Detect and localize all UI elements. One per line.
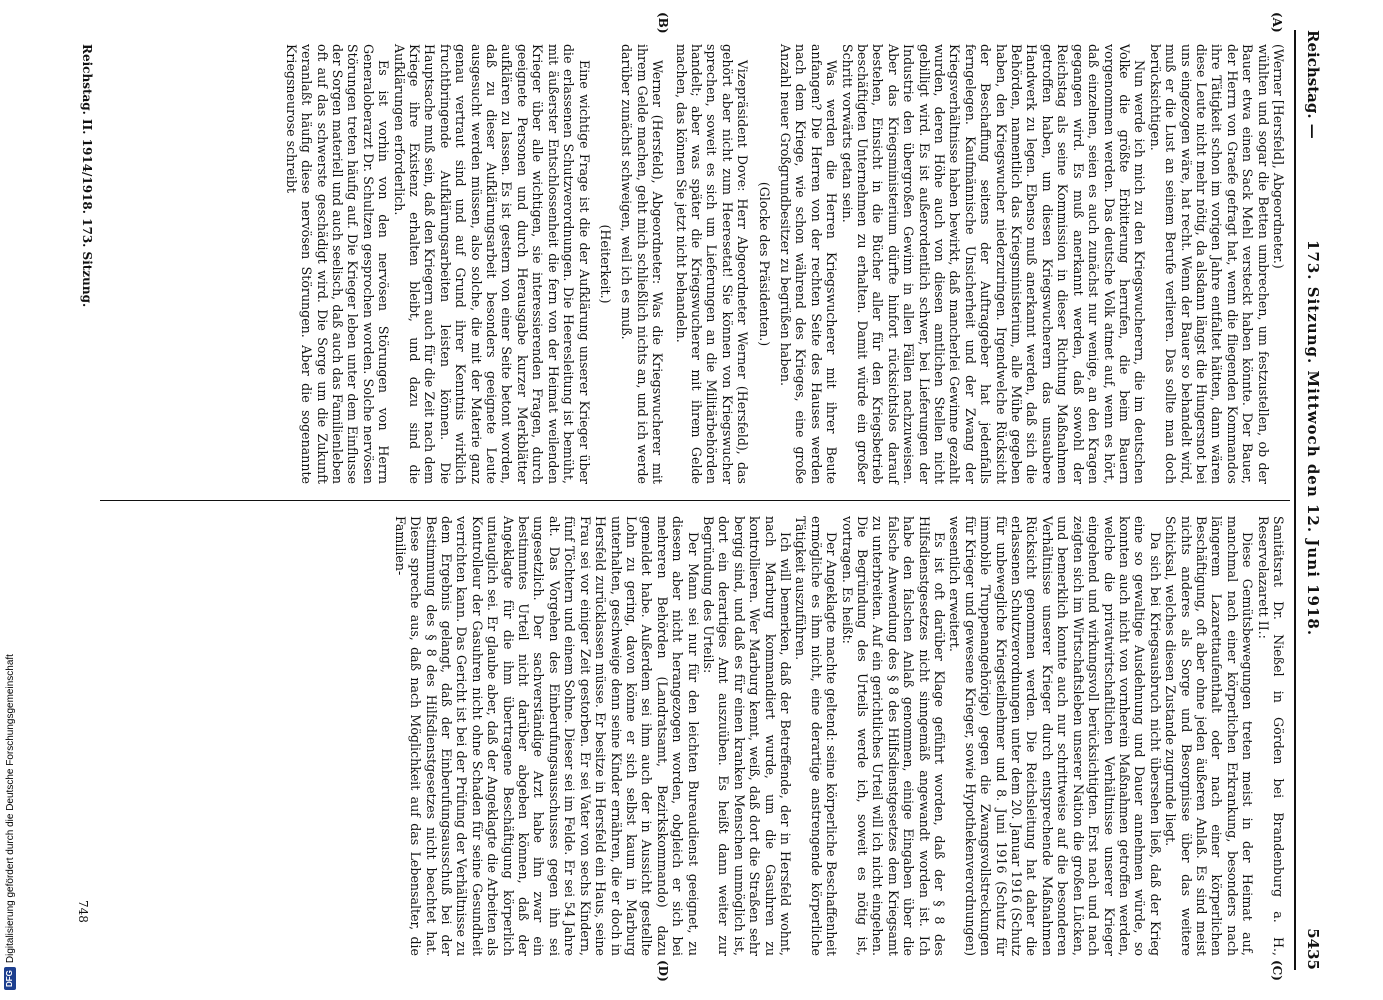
margin-mark-b: (B) <box>656 12 670 34</box>
left-paragraph: wühlten und sogar die Betten umbrechen, um festzustellen, ob der Bauer etwa einen Sack Mehl versteckt haben könnte. Der Bauer, der Herrn von Graefe gefragt hat, wenn die fliegenden Kommandos ihre Tätigkeit schon im vorigen Jahre entfaltet hätten, dann wären diese Leute nicht mehr nötig, da alsdann längst die Hungersnot bei uns eingezogen wäre, hat recht. Wenn der Bauer so behandelt wird, muß er die Lust an seinem Berufe verlieren. Das sollte man doch berücksichtigen. <box>1147 44 1271 484</box>
left-paragraph: Es ist vorhin von den nervösen Störungen von Herrn Generaloberarzt Dr. Schultzen gesprochen worden. Solche nervösen Störungen treten häufig auf. Die Krieger leben unter dem Einflusse der Sorgen materiell und auch seelisch, daß auch das Familienleben oft auf das schwerste geschädigt wird. Die Sorge um die Zukunft veranlaßt häufig diese nervösen Störungen. Aber die sogenannte Kriegsneurose schreibt <box>283 44 392 484</box>
footer-signature-number: 748 <box>76 900 90 923</box>
header-page-number: 5435 <box>1304 928 1322 970</box>
left-paragraph: Nun werde ich mich zu den Kriegswucherern, die im deutschen Volke die größte Erbitterung herrufen, die beim Bauern vorgenommen werden. Das deutsche Volk atmet auf, wenn es hört, daß einzelnen, seien es auch zunächst nur wenige, an den Kragen gegangen wird. Es muß anerkannt werden, daß sowohl der Reichstag als seine Kommission in dieser Richtung Maßnahmen getroffen haben, um diesen Kriegswucherern das unsaubere Handwerk zu legen. Ebenso muß anerkannt werden, daß sich die Behörden, namentlich das Kriegsministerium, alle Mühe gegeben haben, den Kriegswucher niederzuringen. Irgendwelche Rücksicht der Beschaffung seitens der Auftraggeber hat jedenfalls ferngelegen. Kaufmännische Unsicherheit und der Zwang der Kriegsverhältnisse haben bewirkt, daß mancherlei Gewinne gezahlt wurden, deren Höhe auch von diesen amtlichen Stellen nicht gebilligt wird. Es ist außerordentlich schwer, bei Lieferungen der Industrie den übergroßen Gewinn in allen Fällen nachzuweisen. Aber das Kriegsministerium dürfte hinfort rücksichtslos darauf bestehen, Einsicht in die Bücher aller für den Kriegsbetrieb beschäftigten Unternehmen zu erhalten. Damit würde ein großer Schritt vorwärts getan sein. <box>839 44 1148 484</box>
laughter-note: (Heiterkeit.) <box>597 224 613 304</box>
column-divider <box>100 500 1290 501</box>
rotated-page-content <box>40 12 1330 982</box>
left-paragraph: Eine wichtige Frage ist die der Aufklärung unserer Krieger über die erlassenen Schutzverordnungen. Die Heeresleitung ist bemüht, mit äußerster Entschlossenheit die fern von der Heimat weilenden Krieger über alle wichtigen, sie interessierenden Fragen, durch geeignete Personen und durch Herausgabe kurzer Merkblätter aufklären zu lassen. Es ist gestern von einer Seite betont worden, daß zu dieser Aufklärungsarbeit besonders geeignete Leute ausgesucht werden müssen, also solche, die mit der Materie ganz genau vertraut sind und auf Grund ihrer Kenntnis wirklich fruchtbringende Aufklärungsarbeiten leisten können. Die Hauptsache muß sein, daß den Kriegern auch für die Zeit nach dem Kriege ihre Existenz erhalten bleibt, und dazu sind die Aufklärungen erforderlich. <box>391 44 592 484</box>
speaker-tag: (Werner [Hersfeld], Abgeordneter.) <box>1271 44 1286 269</box>
right-paragraph: Sanitätsrat Dr. Nießel in Görden bei Brandenburg a. H., Reservelazarett II.: <box>1255 516 1286 956</box>
right-paragraph: Der Mann sei nur für den leichten Bureaudienst geeignet, zu diesem aber nicht herangezogen worden, obgleich er sich bei mehreren Behörden (Landratsamt, Bezirkskommando) dazu gemeldet habe. Außerdem sei ihm auch der in Aussicht gestellte Lohn zu gering, davon könne er sich selbst kaum in Marburg unterhalten, geschweige denn seine Kinder ernähren, die er doch in Hersfeld zurücklassen müsse. Er besitze in Hersfeld ein Haus, seine Frau sei vor einiger Zeit gestorben. Er sei Vater von sechs Kindern, fünf Töchtern und einem Sohne. Dieser sei im Felde. Er sei 54 Jahre alt. Das Vorgehen des Einberufungsausschusses gegen ihn sei ungesetzlich. Der sachverständige Arzt habe ihn zwar ein bestimmtes Urteil nicht darüber abgeben können, daß der Angeklagte für die ihm übertragene Beschäftigung körperlich untauglich sei. Er glaube aber, daß der Angeklagte die Arbeiten als Kontrolleur der Gasuhren nicht ohne Schaden für seine Gesundheit verrichten kann. Das Gericht ist bei der Prüfung der Verhältnisse zu dem Ergebnis gelangt, daß der Einberufungsausschuß bei der Bestimmung des § 8 des Hilfsdienstgesetzes nicht beachtet hat. Diese spreche aus, daß nach Möglichkeit auf das Lebensalter, die Familien- <box>392 516 701 956</box>
scanned-page <box>40 12 1330 982</box>
right-paragraph: Ich will bemerken, daß der Betreffende, der in Hersfeld wohnt, nach Marburg kommandiert wurde, um die Gasuhren zu kontrollieren. Wer Marburg kennt, weiß, daß dort die Straßen sehr bergig sind, und daß es für einen kranken Menschen unmöglich ist, dort ein derartiges Amt auszuüben. Es heißt dann weiter zur Begründung des Urteils: <box>700 516 793 956</box>
vice-president-speech: Vizepräsident Dove: Herr Abgeordneter Werner (Hersfeld), das gehört aber nicht zum Heeresetat! Sie können von Kriegswucher sprechen, soweit es sich um Lieferungen an die Militärbehörden handelt; aber was später die Kriegswucherer mit ihrem Gelde machen, das können Sie jetzt nicht behandeln. <box>673 44 751 484</box>
margin-mark-d: (D) <box>656 960 670 982</box>
header-left: Reichstag. — <box>1304 30 1322 139</box>
header-center: 173. Sitzung. Mittwoch den 12. Juni 1918. <box>1304 240 1322 637</box>
right-paragraph: Der Angeklagte machte geltend: seine körperliche Beschaffenheit ermögliche es ihm nicht, eine derartige anstrengende körperliche Tätigkeit auszuführen. <box>793 516 840 956</box>
right-paragraph: Diese Gemütsbewegungen treten meist in der Heimat auf, manchmal nach einer körperlichen Erkrankung, besonders nach längerem Lazarettaufenthalt oder nach einer körperlichen Beschäftigung, oft aber ohne jeden äußeren Anlaß. Es sind meist nichts anderes als Sorge und Besorgnisse über das weitere Schicksal, welches diesen Zustande zugrunde liegt. <box>1163 516 1256 956</box>
margin-mark-a: (A) <box>1270 12 1284 33</box>
page-header <box>1294 30 1330 970</box>
footer-left: Reichstag. II. 1914/1918. 173. Sitzung. <box>80 44 94 308</box>
funding-note <box>3 654 19 990</box>
funding-text: Digitalisierung gefördert durch die Deutsche Forschungsgemeinschaft <box>5 654 16 964</box>
right-paragraph: Da sich bei Kriegsausbruch nicht übersehen ließ, daß der Krieg eine so gewaltige Ausdehnung und Dauer annehmen würde, so konnten auch nicht von vornherein Maßnahmen getroffen werden, welche die privatwirtschaftlichen Verhältnisse unserer Krieger eingehend und wirkungsvoll berücksichtigten. Erst nach und nach zeigten sich im Wirtschaftsleben unserer Nation die großen Lücken, und bemerklich konnte auch nur schrittweise auf die besonderen Verhältnisse unserer Krieger durch entsprechende Maßnahmen Rücksicht genommen werden. Die Reichsleitung hat daher die erlassenen Schutzverordnungen unter dem 20. Januar 1916 (Schutz für unbewegliche Kriegsteilnehmer und 8. Juni 1916 (Schutz für immobile Truppenangehörige) gegen die Zwangsvollstreckungen für Krieger und gewesene Krieger, sowie Hypothekenverordnungen) wesentlich erweitert. <box>947 516 1163 956</box>
werner-reply: Werner (Hersfeld), Abgeordneter: Was die Kriegswucherer mit ihrem Gelde machen, geht mich schließlich nichts an, und ich werde darüber zunächst schweigen, weil ich es muß. <box>619 44 666 484</box>
left-paragraph: Was werden die Herren Kriegswucherer mit ihrer Beute anfangen? Die Herren von der rechten Seite des Hauses werden nach dem Kriege, wie schon während des Krieges, eine große Anzahl neuer Großgrundbesitzer zu begrüßen haben. <box>778 44 840 484</box>
margin-mark-c: (C) <box>1270 960 1284 981</box>
dfg-logo: DFG <box>4 967 16 990</box>
right-paragraph: Es ist oft darüber Klage geführt worden, daß der § 8 des Hilfsdienstgesetzes nicht sinngemäß angewandt worden ist. Ich habe den falschen Anlaß genommen, einige Eingaben über die falsche Anwendung des § 8 des Hilfsdienstgesetzes dem Kriegsamt zu unterbreiten. Auf ein gerichtliches Urteil will ich nicht eingehen. Die Begründung des Urteils werde ich, soweit es nötig ist, vortragen. Es heißt: <box>839 516 948 956</box>
left-column <box>106 44 1286 484</box>
right-column <box>106 516 1286 956</box>
bell-note: (Glocke des Präsidenten.) <box>756 181 772 347</box>
side-strip <box>0 0 22 1000</box>
